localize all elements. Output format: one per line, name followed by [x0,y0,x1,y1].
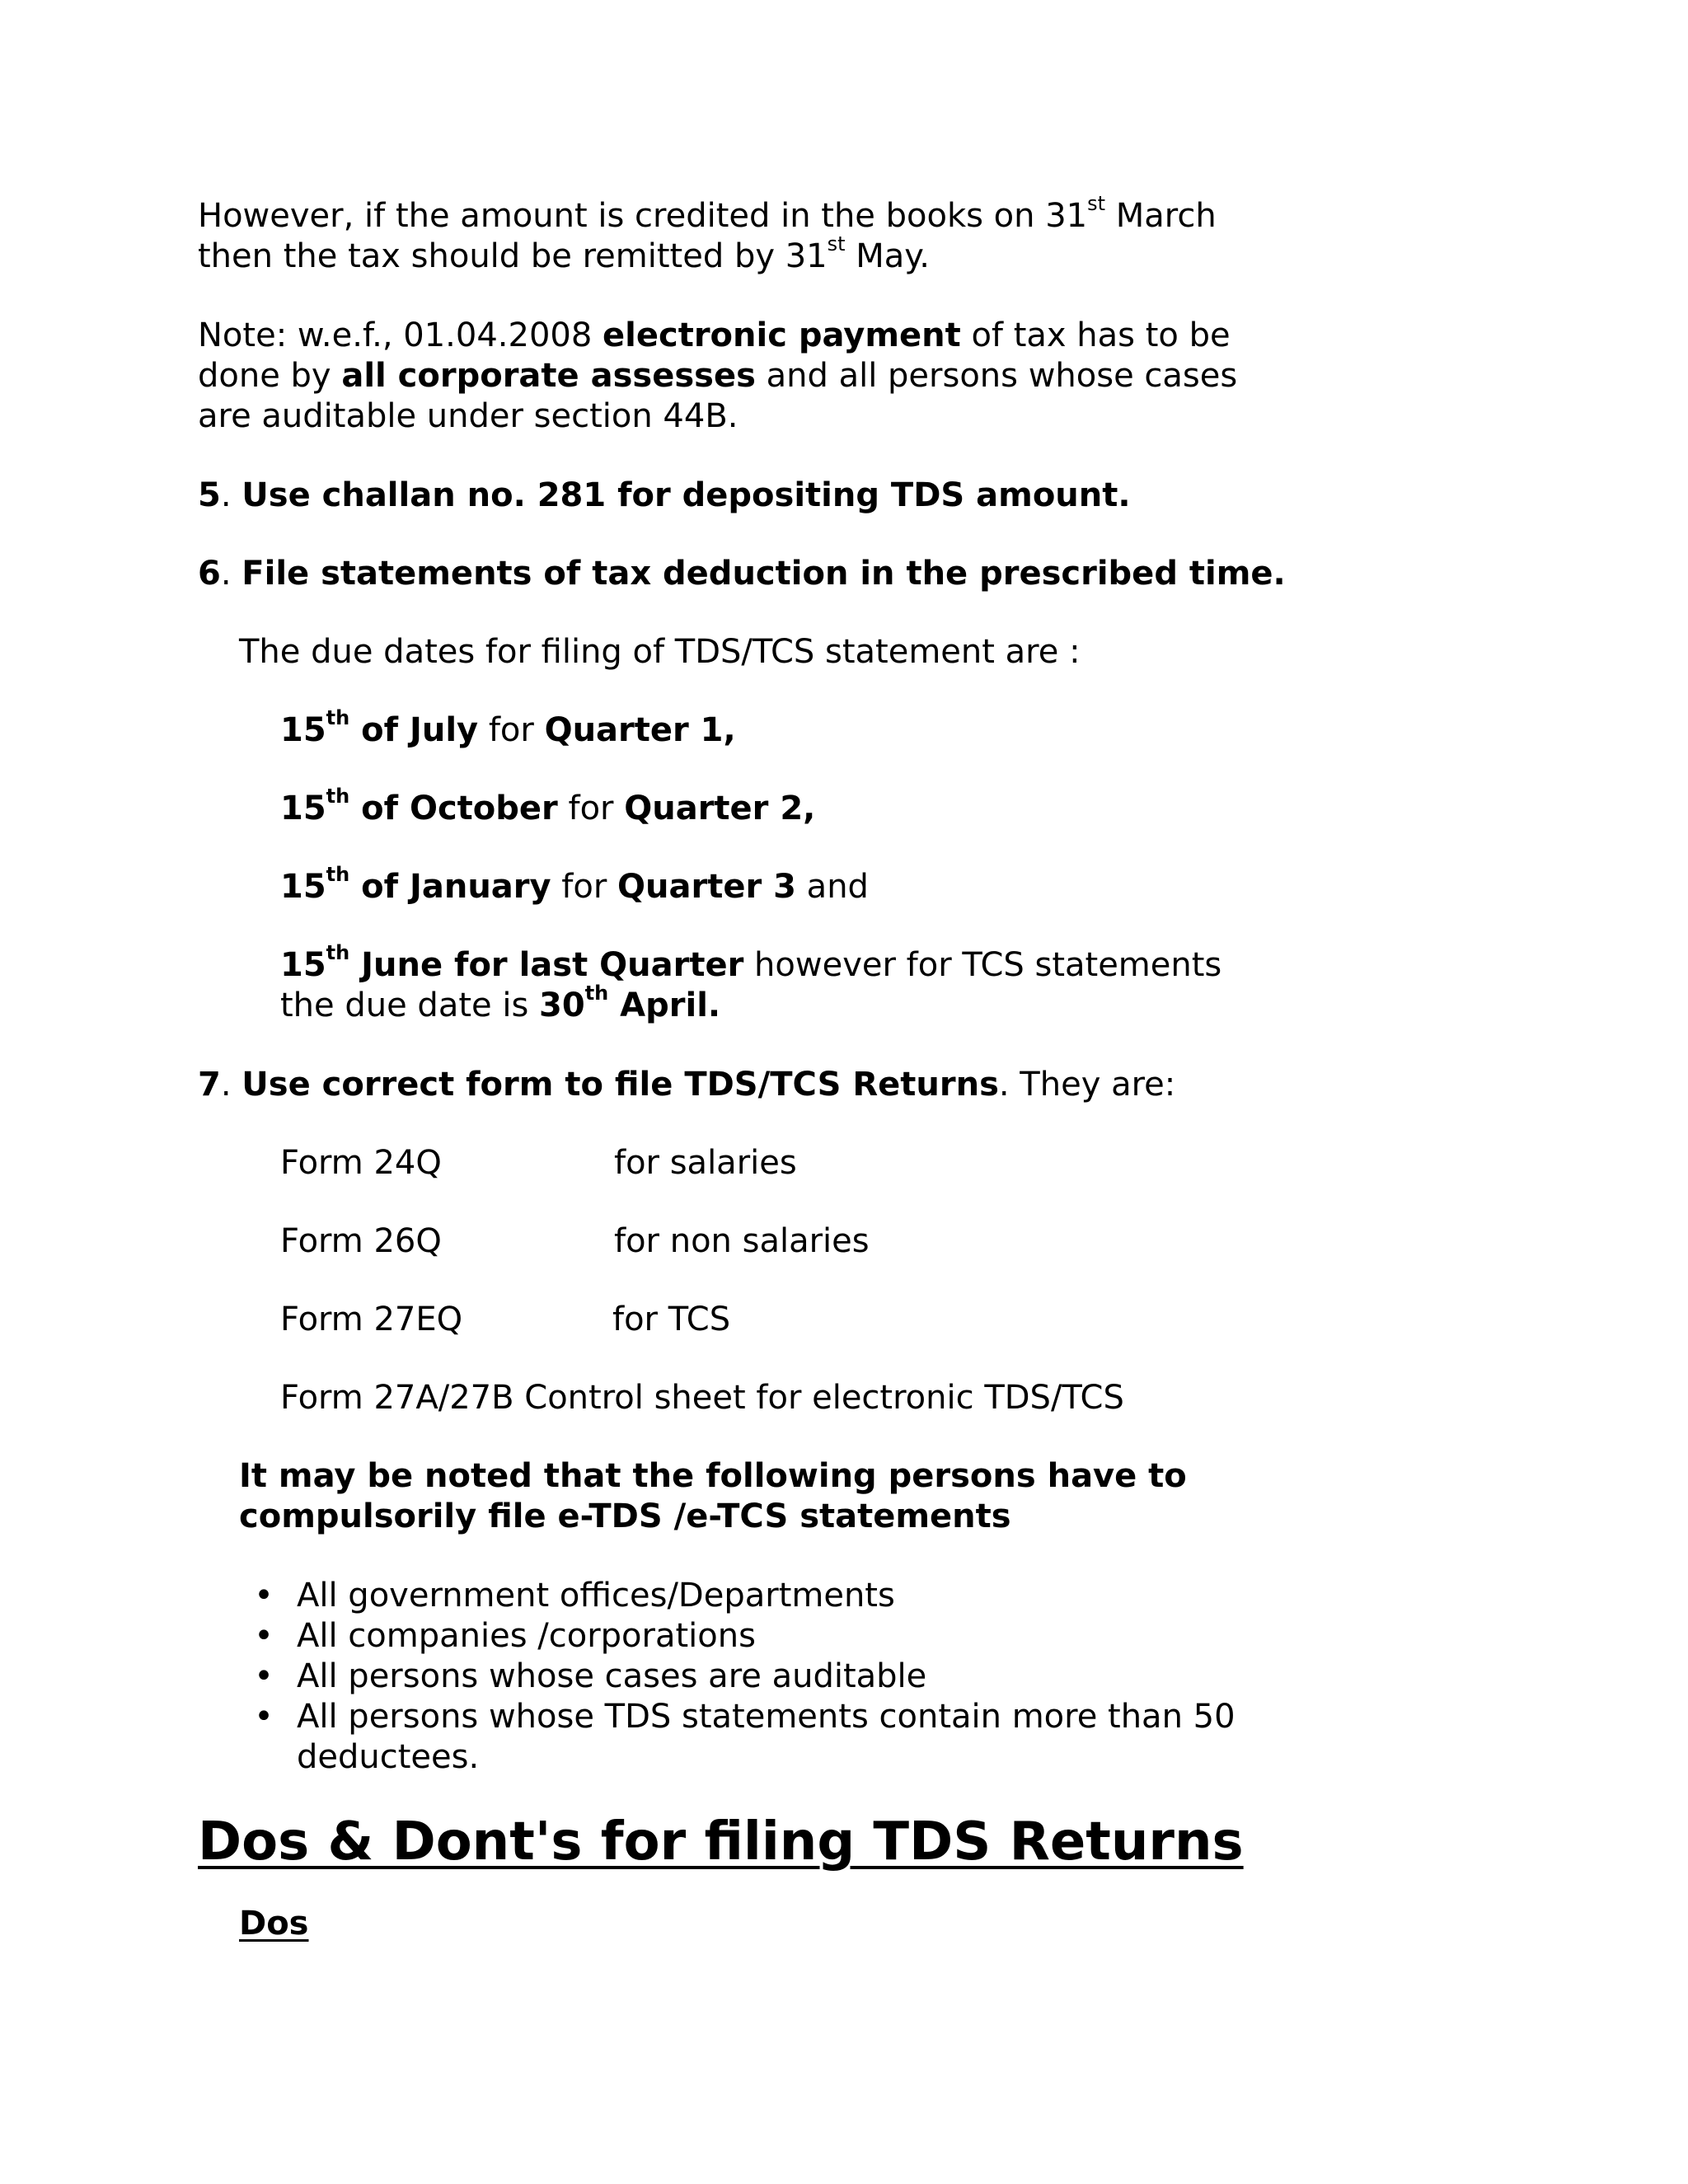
due-month: of October [349,790,558,827]
item-number: 6 [198,555,221,593]
ordinal-suffix: th [326,784,350,808]
tcs-due-date [280,981,721,1026]
ordinal-suffix: th [326,940,350,964]
due-tail: however for TCS statements [743,946,1222,984]
due-day: 15 [280,868,326,906]
bullet-icon: • [254,1698,274,1736]
list-item-text: All persons whose cases are auditable [297,1657,927,1695]
note-text: Note: w.e.f., 01.04.2008 [198,316,603,354]
due-day: 30 [539,987,585,1024]
due-quarter: Quarter 2, [624,790,816,827]
ordinal-suffix: th [326,705,350,729]
intro-text: March [1105,197,1217,235]
item-title: File statements of tax deduction in the prescribed time. [241,555,1286,593]
note-text: and all persons whose cases [755,357,1238,395]
list-item-continuation: deductees. [297,1738,480,1776]
form-name: Form 26Q [280,1222,442,1260]
noted-line-2: compulsorily file e-TDS /e-TCS statements [239,1497,1011,1535]
form-description: for TCS [612,1301,731,1338]
bullet-icon: • [254,1657,274,1695]
due-day: 15 [280,711,326,749]
form-control-sheet: Form 27A/27B Control sheet for electronic TDS/TCS [280,1379,1124,1417]
item-separator: . [220,1066,242,1104]
item-separator: . [220,476,242,514]
intro-text: then the tax should be remitted by 31 [198,237,828,275]
due-day: 15 [280,790,326,827]
item-title: Use correct form to file TDS/TCS Returns [241,1066,999,1104]
list-item-text: All companies /corporations [297,1617,756,1655]
item-title: Use challan no. 281 for depositing TDS amount. [241,476,1131,514]
form-row [280,1221,1022,1262]
form-description: for non salaries [614,1222,870,1260]
form-row [280,1300,1022,1340]
due-connector: for [478,711,545,749]
form-name: Form 27EQ [280,1301,463,1338]
form-description: for salaries [614,1144,797,1182]
due-quarter: Quarter 3 [617,868,796,906]
due-connector: for [557,790,625,827]
bullet-icon: • [254,1577,274,1615]
due-date-q1 [280,705,736,751]
intro-text: However, if the amount is credited in the books on 31 [198,197,1088,235]
dos-subheading: Dos [239,1905,309,1943]
item-number: 7 [198,1066,221,1104]
note-text: done by [198,357,342,395]
intro-text: May. [845,237,930,275]
due-day: 15 [280,946,326,984]
ordinal-suffix: st [827,232,846,255]
item-5 [198,476,1131,516]
note-bold: electronic payment [603,316,961,354]
note-line-1 [198,316,1231,356]
due-date-q2 [280,784,816,829]
due-tail: and [795,868,869,906]
due-date-q3 [280,862,869,907]
due-month: of January [349,868,551,906]
noted-line-1: It may be noted that the following persons have to [239,1457,1187,1495]
form-name: Form 24Q [280,1144,442,1182]
due-dates-intro: The due dates for filing of TDS/TCS statement are : [239,633,1081,671]
ordinal-suffix: th [326,862,350,886]
section-heading: Dos & Dont's for filing TDS Returns [198,1811,1244,1872]
tcs-text: the due date is [280,987,540,1024]
due-month: of July [349,711,479,749]
bullet-icon: • [254,1617,274,1655]
item-6 [198,554,1286,594]
ordinal-suffix: th [584,981,609,1005]
intro-line-2 [198,232,930,277]
note-line-2 [198,356,1237,396]
note-text: of tax has to be [960,316,1231,354]
intro-line-1 [198,191,1217,237]
list-item-text: All persons whose TDS statements contain more than 50 [297,1698,1236,1736]
item-number: 5 [198,476,221,514]
due-month: April. [608,987,721,1024]
item-7 [198,1065,1175,1105]
note-line-3: are auditable under section 44B. [198,397,738,435]
ordinal-suffix: st [1087,191,1106,215]
form-row [280,1143,1022,1183]
due-quarter: Quarter 1, [544,711,736,749]
due-quarter: June for last Quarter [349,946,744,984]
note-bold: all corporate assesses [341,357,756,395]
due-date-q4 [280,940,1222,986]
list-item-text: All government offices/Departments [297,1577,895,1615]
due-connector: for [551,868,618,906]
item-tail: . They are: [998,1066,1176,1104]
item-separator: . [220,555,242,593]
